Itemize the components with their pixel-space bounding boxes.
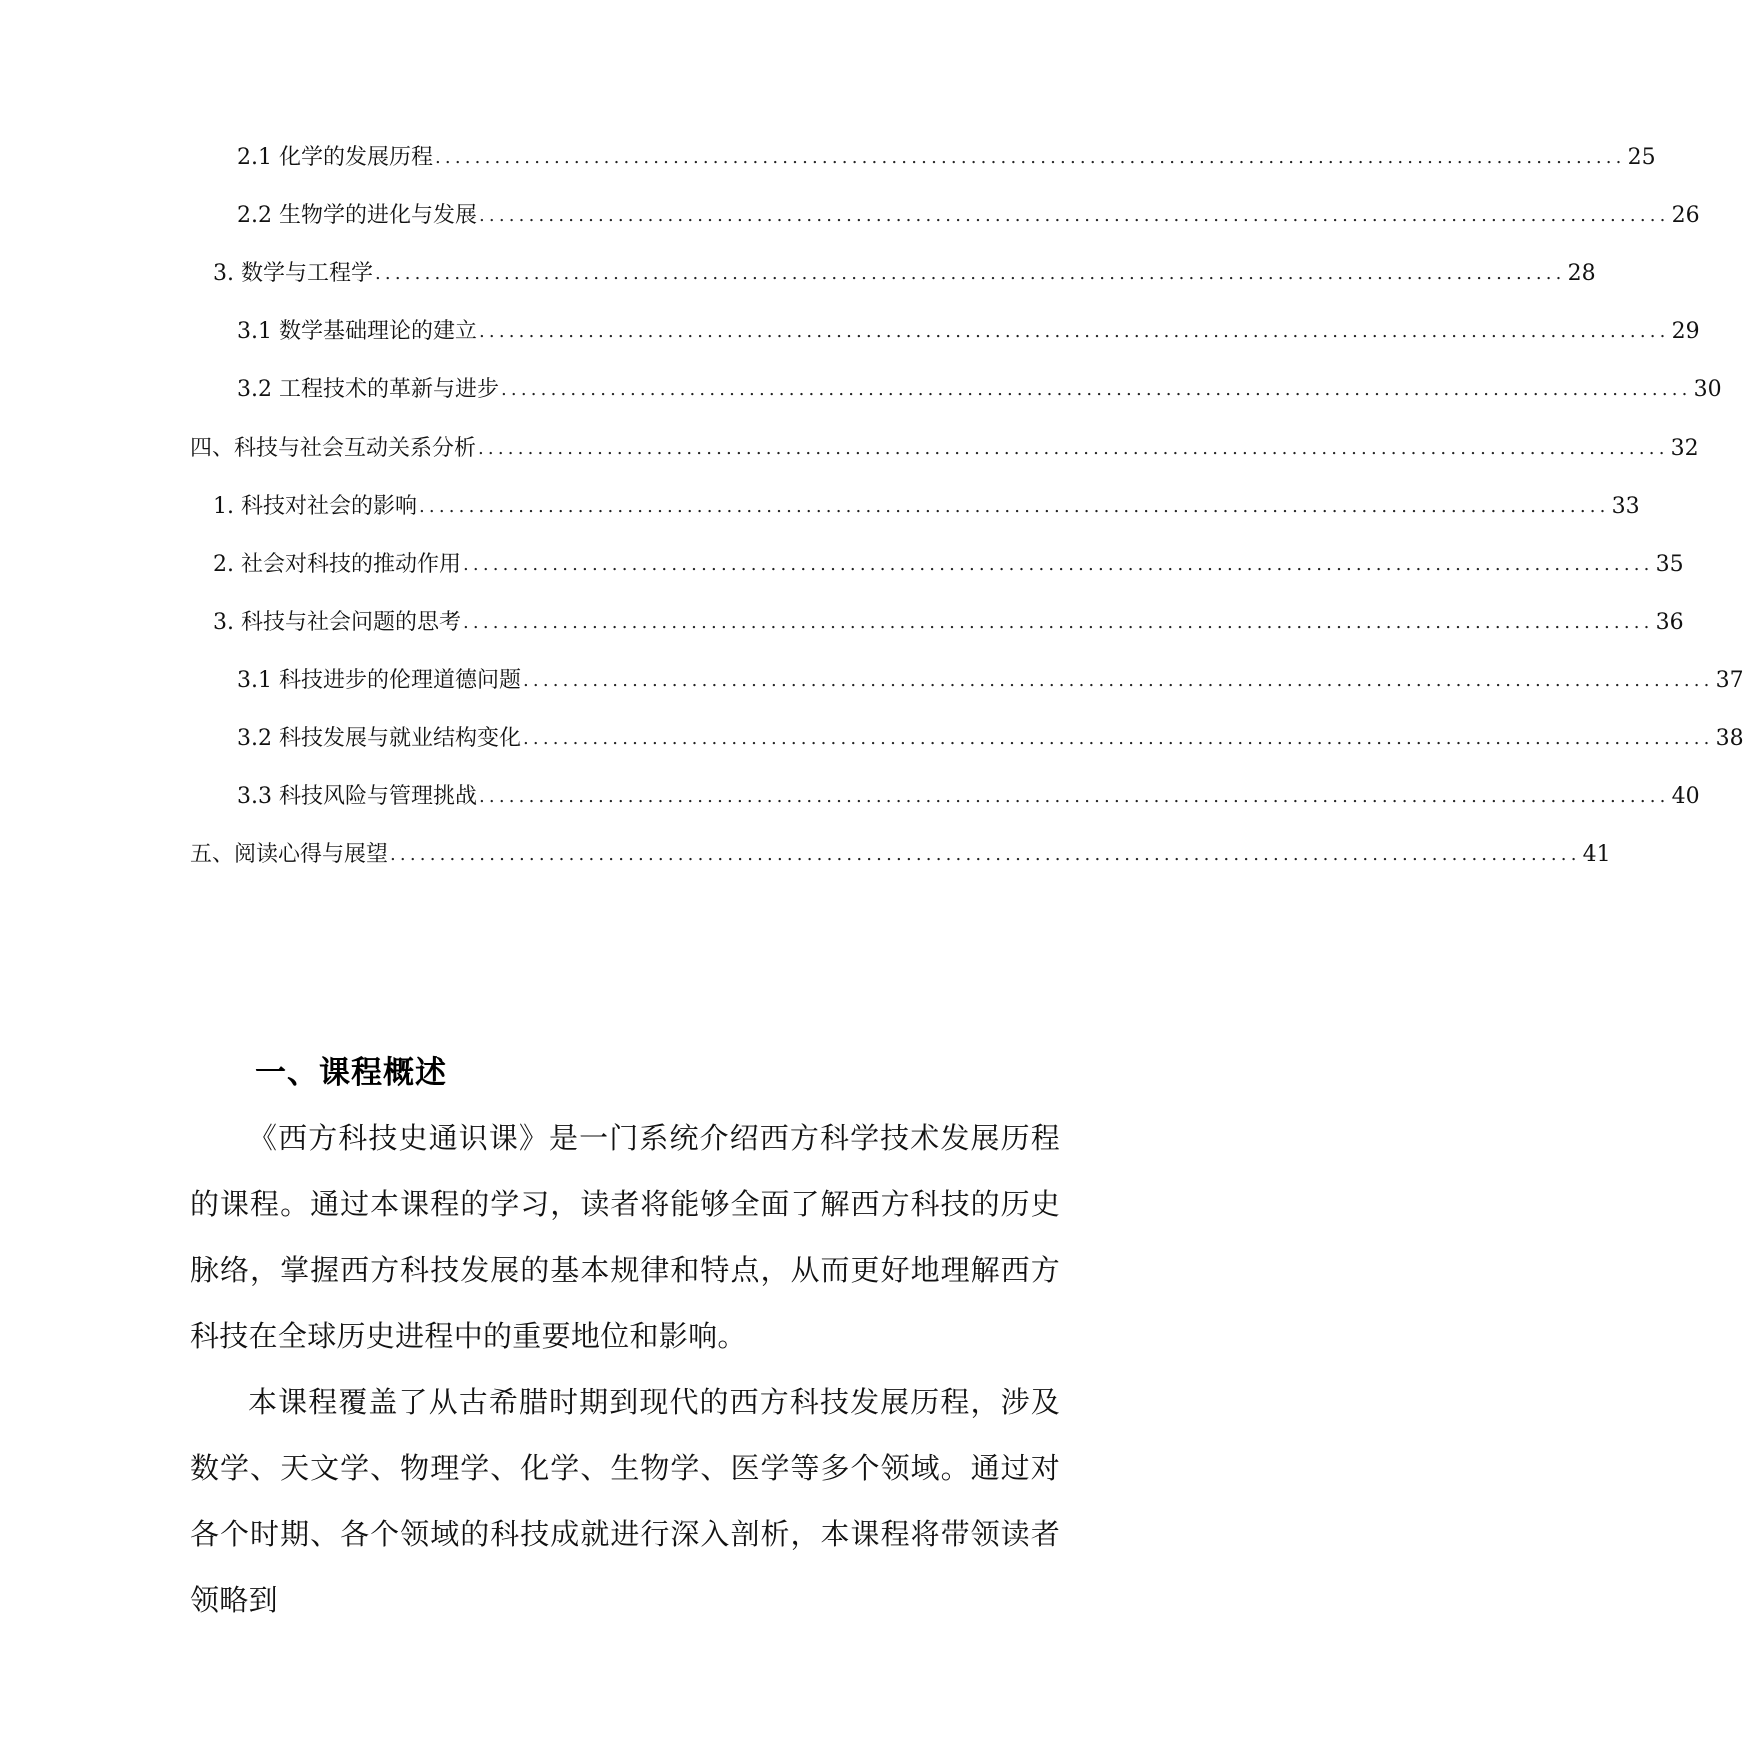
toc-entry-page-number: 37	[1715, 667, 1744, 693]
toc-entry-label: 1. 科技对社会的影响	[213, 493, 417, 519]
toc-entry[interactable]	[190, 838, 1611, 872]
toc-leader-dots: ........................................................................................................................	[500, 379, 1692, 401]
toc-entry-page-number: 38	[1715, 726, 1744, 751]
toc-leader-dots: ........................................................................................................................	[478, 205, 1670, 227]
toc-entry-page-number: 40	[1671, 784, 1700, 810]
toc-leader-dots: ........................................................................................................................	[434, 147, 1626, 168]
toc-entry[interactable]	[237, 780, 1700, 814]
toc-entry[interactable]	[237, 199, 1700, 233]
toc-entry-label: 五、阅读心得与展望	[190, 842, 389, 868]
toc-entry-label: 3. 科技与社会问题的思考	[213, 609, 461, 635]
toc-entry-label: 3.2 科技发展与就业结构变化	[237, 726, 521, 751]
toc-entry-page-number: 26	[1671, 203, 1700, 229]
toc-leader-dots: ........................................................................................................................	[374, 263, 1566, 285]
toc-leader-dots: ........................................................................................................................	[478, 786, 1670, 808]
toc-entry-label: 3. 数学与工程学	[213, 261, 373, 287]
toc-entry[interactable]	[190, 432, 1699, 466]
toc-entry-label: 3.1 科技进步的伦理道德问题	[237, 667, 521, 693]
toc-leader-dots: ........................................................................................................................	[522, 728, 1714, 749]
toc-entry-label: 四、科技与社会互动关系分析	[190, 435, 477, 461]
toc-entry-page-number: 29	[1671, 319, 1700, 345]
toc-entry[interactable]	[237, 141, 1656, 175]
toc-entry[interactable]	[213, 548, 1684, 582]
toc-leader-dots: ........................................................................................................................	[462, 611, 1654, 633]
toc-entry-page-number: 25	[1627, 145, 1656, 170]
toc-leader-dots: ........................................................................................................................	[522, 669, 1714, 691]
toc-leader-dots: ........................................................................................................................	[390, 844, 1581, 866]
toc-entry[interactable]	[213, 490, 1640, 524]
toc-entry-label: 3.2 工程技术的革新与进步	[237, 377, 499, 403]
toc-leader-dots: ........................................................................................................................	[462, 553, 1654, 575]
toc-entry-label: 2.1 化学的发展历程	[237, 145, 433, 170]
toc-leader-dots: ........................................................................................................................	[478, 437, 1669, 459]
toc-entry-label: 3.1 数学基础理论的建立	[237, 319, 477, 345]
toc-entry-label: 2. 社会对科技的推动作用	[213, 551, 461, 577]
toc-entry-page-number: 33	[1611, 493, 1640, 519]
toc-entry-page-number: 28	[1567, 261, 1596, 287]
toc-entry-page-number: 41	[1582, 842, 1611, 868]
toc-entry-label: 3.3 科技风险与管理挑战	[237, 784, 477, 810]
toc-entry[interactable]	[213, 606, 1684, 640]
toc-entry[interactable]	[237, 315, 1700, 349]
toc-entry-page-number: 30	[1693, 377, 1722, 403]
toc-entry[interactable]	[213, 257, 1596, 291]
body-paragraph: 《西方科技史通识课》是一门系统介绍西方科学技术发展历程的课程。通过本课程的学习，读者将能够全面了解西方科技的历史脉络，掌握西方科技发展的基本规律和特点，从而更好地理解西方科技在全球历史进程中的重要地位和影响。	[190, 1121, 1060, 1353]
section-body	[190, 1105, 1060, 1633]
toc-entry[interactable]	[237, 373, 1722, 407]
toc-entry-page-number: 36	[1655, 609, 1684, 635]
toc-leader-dots: ........................................................................................................................	[418, 495, 1610, 517]
toc-entry-label: 2.2 生物学的进化与发展	[237, 203, 477, 229]
toc-entry-page-number: 35	[1655, 551, 1684, 577]
toc-entry[interactable]	[237, 722, 1744, 756]
toc-entry-page-number: 32	[1670, 435, 1699, 461]
section-heading: 一、课程概述	[255, 1054, 447, 1091]
body-paragraph: 本课程覆盖了从古希腊时期到现代的西方科技发展历程，涉及数学、天文学、物理学、化学、生物学、医学等多个领域。通过对各个时期、各个领域的科技成就进行深入剖析，本课程将带领读者领略到	[190, 1385, 1060, 1617]
toc-leader-dots: ........................................................................................................................	[478, 321, 1670, 343]
toc-entry[interactable]	[237, 664, 1744, 698]
